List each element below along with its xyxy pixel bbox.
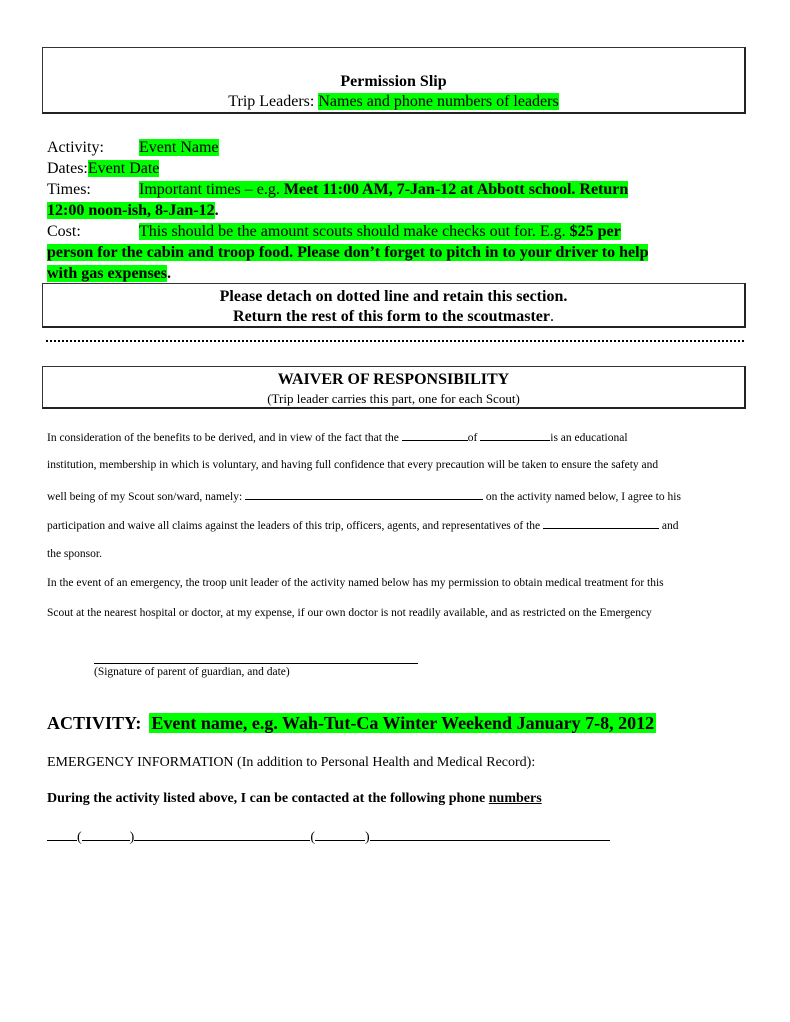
cost-field-cont-2[interactable]: with gas expenses [47, 265, 168, 282]
activity-heading [47, 713, 656, 734]
location-blank[interactable] [480, 429, 550, 441]
cost-period: . [167, 265, 172, 282]
trip-leaders-field[interactable]: Names and phone numbers of leaders [318, 93, 559, 110]
cost-row-3 [47, 263, 747, 284]
activity-row [47, 137, 747, 158]
trip-leaders-label: Trip Leaders: [228, 93, 319, 110]
waiver-subtitle: (Trip leader carries this part, one for each Scout) [267, 391, 520, 406]
activity-heading-field[interactable]: Event name, e.g. Wah-Tut-Ca Winter Weekend January 7-8, 2012 [151, 713, 655, 733]
organization-blank[interactable] [402, 429, 468, 441]
dotted-tear-line [46, 340, 744, 342]
contact-text: During the activity listed above, I can be contacted at the following phone [47, 791, 489, 806]
phone-2-number-blank[interactable] [370, 826, 610, 841]
waiver-line-4 [47, 517, 679, 533]
times-field-cont[interactable]: 12:00 noon-ish, 8-Jan-12 [47, 202, 215, 219]
times-row-2 [47, 200, 747, 221]
waiver-line-7: Scout at the nearest hospital or doctor, at my expense, if our own doctor is not readily available, and as restricted on the Emergency [47, 607, 652, 619]
waiver-line-2: institution, membership in which is voluntary, and having full confidence that every precaution will be taken to ensure the safety and [47, 459, 659, 471]
waiver-title: WAIVER OF RESPONSIBILITY [277, 371, 510, 388]
phone-1-prefix-blank[interactable] [47, 826, 77, 841]
waiver-line-6: In the event of an emergency, the troop unit leader of the activity named below has my permission to obtain medical treatment for this [47, 577, 664, 589]
times-row [47, 179, 747, 200]
dates-row [47, 158, 747, 179]
waiver-text: In consideration of the benefits to be derived, and in view of the fact that the [47, 432, 402, 444]
detach-line-2-text: Return the rest of this form to the scoutmaster [233, 308, 550, 325]
event-info [47, 137, 747, 284]
detach-line-1: Please detach on dotted line and retain this section. [219, 288, 568, 305]
page-title: Permission Slip [340, 73, 447, 90]
waiver-text: of [467, 432, 481, 444]
waiver-text: and [659, 520, 679, 532]
cost-field-cont[interactable]: person for the cabin and troop food. Please don’t forget to pitch in to your driver to help [47, 244, 649, 261]
waiver-header-box [42, 366, 746, 409]
scout-name-blank[interactable] [245, 488, 483, 500]
paren-open-icon: ( [310, 830, 316, 845]
times-field[interactable] [139, 181, 628, 198]
waiver-line-1 [47, 429, 628, 445]
title-box [42, 47, 746, 114]
phone-1-area-code-blank[interactable] [82, 826, 130, 841]
waiver-text: on the activity named below, I agree to his [483, 491, 681, 503]
cost-field[interactable] [139, 223, 621, 240]
contact-underlined: numbers [488, 791, 542, 806]
trip-leaders-line [43, 92, 744, 112]
times-label: Times: [47, 181, 91, 198]
signature-line[interactable] [94, 663, 418, 664]
activity-heading-label: ACTIVITY: [47, 713, 142, 733]
paren-close-icon: ) [365, 830, 370, 845]
emergency-info-heading: EMERGENCY INFORMATION (In addition to Personal Health and Medical Record): [47, 755, 536, 770]
times-bold: Meet 11:00 AM, 7-Jan-12 at Abbott school. Return [283, 181, 629, 198]
contact-statement [47, 791, 542, 807]
dates-label: Dates: [47, 160, 88, 177]
waiver-text: is an educational [550, 432, 628, 444]
activity-field[interactable]: Event Name [139, 139, 219, 156]
waiver-line-5: the sponsor. [47, 548, 102, 560]
waiver-line-3 [47, 488, 681, 504]
cost-row [47, 221, 747, 242]
paren-close-icon: ) [129, 830, 135, 845]
activity-label: Activity: [47, 139, 104, 156]
unit-blank[interactable] [543, 517, 659, 529]
cost-row-2 [47, 242, 747, 263]
paren-open-icon: ( [77, 830, 82, 845]
phone-number-fields [47, 826, 610, 846]
cost-bold: $25 per [569, 223, 621, 240]
dates-field[interactable]: Event Date [87, 160, 160, 177]
detach-period: . [549, 308, 554, 325]
times-period: . [214, 202, 219, 219]
signature-label: (Signature of parent of guardian, and date) [94, 666, 290, 678]
phone-2-area-code-blank[interactable] [315, 826, 365, 841]
phone-1-number-blank[interactable] [134, 826, 310, 841]
waiver-text: participation and waive all claims against the leaders of this trip, officers, agents, and representatives of the [47, 520, 544, 532]
waiver-text: well being of my Scout son/ward, namely: [47, 491, 246, 503]
detach-line-2 [43, 307, 744, 327]
cost-plain: This should be the amount scouts should make checks out for. E.g. [139, 223, 570, 240]
times-plain: Important times – e.g. [139, 181, 284, 198]
detach-notice-box [42, 283, 746, 328]
cost-label: Cost: [47, 223, 81, 240]
